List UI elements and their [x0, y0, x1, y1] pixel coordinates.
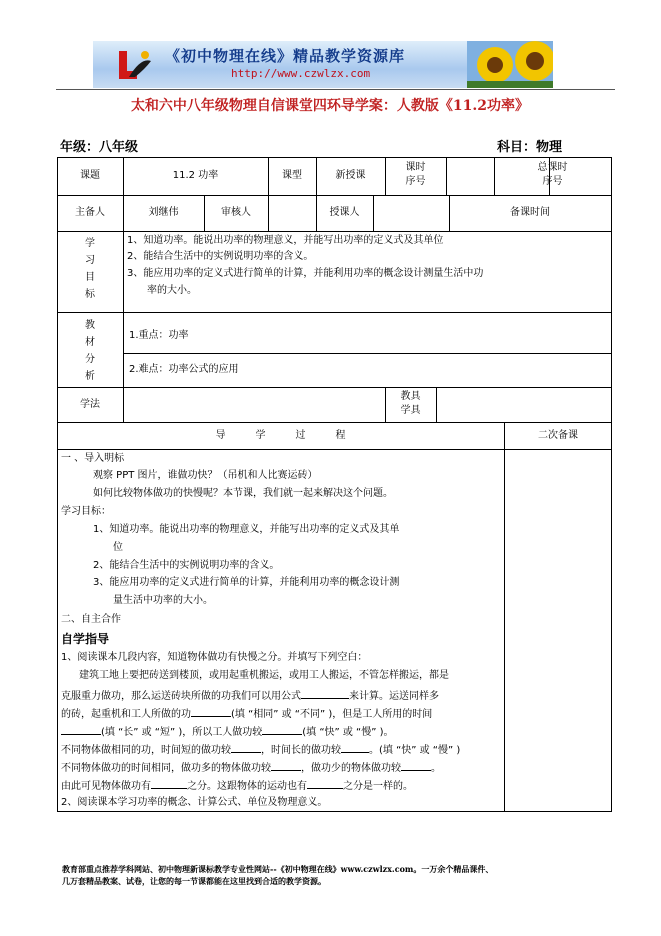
- s1-goals-title: 学习目标：: [61, 506, 111, 517]
- q1-para-line7: 由此可见物体做功有 之分。这跟物体的运动也有 之分是一样的。: [61, 778, 413, 794]
- goals-label: 学习目标: [85, 238, 95, 300]
- q1-para-line6: 不同物体做功的时间相同，做功多的物体做功较 ，做功少的物体做功较 。: [61, 760, 441, 776]
- s1-goal1b: 位: [113, 542, 123, 553]
- header-rule: [56, 89, 615, 90]
- q1-para-line2: 克服重力做功，那么运送砖块所做的功我们可以用公式 来计算。运送同样多: [61, 688, 439, 704]
- second-prep-header: 二次备课: [538, 430, 578, 441]
- total-period-label: 总课时 序号: [537, 162, 568, 187]
- banner-title: 《初中物理在线》精品教学资源库: [165, 47, 406, 65]
- site-logo-icon: [115, 47, 153, 83]
- method-label: 学法: [80, 399, 100, 410]
- grade-label: 年级：八年级: [60, 140, 139, 155]
- s1-goal2: 2、能结合生活中的实例说明功率的含义。: [93, 560, 280, 571]
- document-title: 太和六中八年级物理自信课堂四环导学案：人教版《11.2功率》: [130, 98, 530, 114]
- analysis-label: 教材分析: [85, 320, 95, 382]
- s1-line2: 如何比较物体做功的快慢呢？本节课，我们就一起来解决这个问题。: [93, 488, 393, 499]
- goal-item-3-cont: 率的大小。: [147, 285, 197, 296]
- s1-goal3a: 3、能应用功率的定义式进行简单的计算，并能利用功率的概念设计测: [93, 577, 400, 588]
- s1-line1: 观察 PPT 图片，谁做功快？（吊机和人比赛运砖）: [93, 470, 318, 481]
- footer-line-2: 几万套精品教案、试卷，让您的每一节课都能在这里找到合适的教学资源。: [62, 876, 326, 886]
- goal-item-2: 2、能结合生活中的实例说明功率的含义。: [127, 251, 314, 262]
- period-number-label: 课时 序号: [405, 162, 426, 187]
- lesson-plan-table: [57, 157, 612, 811]
- teacher-label: 授课人: [329, 207, 360, 218]
- preparer-label: 主备人: [75, 207, 105, 218]
- subject-label: 科目：物理: [497, 140, 563, 155]
- question-2: 2、阅读课本学习功率的概念、计算公式、单位及物理意义。: [61, 797, 328, 808]
- s1-goal3b: 量生活中功率的大小。: [113, 595, 213, 606]
- footer-note: [62, 863, 622, 887]
- prep-time-label: 备课时间: [510, 207, 550, 218]
- section2-title: 二、自主合作: [61, 614, 121, 625]
- footer-line-1: 教育部重点推荐学科网站、初中物理新课标教学专业性网站--《初中物理在线》www.czwlzx.com。一万余个精品课件、: [62, 864, 494, 874]
- topic-value: 11.2 功率: [172, 170, 219, 181]
- lesson-type-label: 课型: [282, 170, 302, 181]
- q1-para-line5: 不同物体做相同的功，时间短的做功较 ，时间长的做功较 。(填 “快” 或 “慢” ): [61, 742, 460, 758]
- q1-para-line1: 建筑工地上要把砖送到楼顶，或用起重机搬运，或用工人搬运，不管怎样搬运，都是: [79, 670, 449, 681]
- sunflower-icon: [467, 41, 553, 88]
- q1-para-line4: (填 “长” 或 “短” )，所以工人做功较 (填 “快” 或 “慢” )。: [61, 724, 394, 740]
- goal-item-3: 3、能应用功率的定义式进行简单的计算，并能利用功率的概念设计测量生活中功: [127, 268, 484, 279]
- process-header: 导 学 过 程: [215, 430, 346, 441]
- site-banner: [93, 41, 553, 88]
- topic-label: 课题: [80, 170, 100, 181]
- q1-para-line3: 的砖，起重机和工人所做的功 (填 “相同” 或 “不同” )，但是工人所用的时间: [61, 706, 432, 722]
- banner-url: http://www.czwlzx.com: [231, 67, 371, 80]
- question-1: 1、阅读课本几段内容，知道物体做功有快慢之分。并填写下列空白：: [61, 652, 368, 663]
- key-point: 1.重点：功率: [129, 330, 189, 341]
- preparer-value: 刘继伟: [148, 207, 179, 218]
- self-study-heading: 自学指导: [61, 632, 110, 646]
- reviewer-label: 审核人: [221, 207, 251, 218]
- s1-goal1a: 1、知道功率。能说出功率的物理意义，并能写出功率的定义式及其单: [93, 524, 400, 535]
- difficulty: 2.难点：功率公式的应用: [129, 364, 239, 375]
- tools-label: 教具 学具: [400, 391, 421, 416]
- lesson-type-value: 新授课: [335, 170, 366, 181]
- section1-title: 一 、导入明标: [61, 453, 125, 464]
- goal-item-1: 1、知道功率。能说出功率的物理意义，并能写出功率的定义式及其单位: [127, 235, 444, 246]
